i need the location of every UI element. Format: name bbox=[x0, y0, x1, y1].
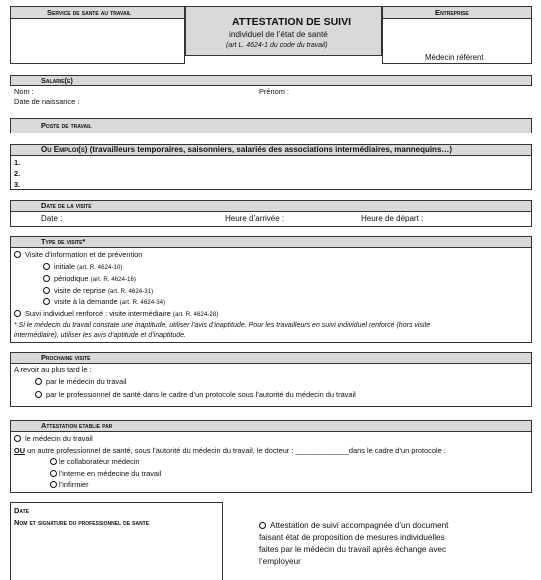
prochaine-professionnel-option[interactable] bbox=[35, 391, 356, 398]
poste-box bbox=[10, 118, 532, 133]
emplois-heading-rest: (travailleurs temporaires, saisonniers, salariés des associations intermédiaires, mannequins…) bbox=[89, 145, 453, 154]
visite-initiale-option[interactable] bbox=[43, 263, 122, 271]
suivi-ref: (art. R. 4624-28) bbox=[172, 311, 219, 318]
visite-information-option[interactable] bbox=[14, 251, 142, 258]
radio-icon[interactable] bbox=[14, 310, 21, 317]
suivi-label: Suivi individuel renforcé : visite intermédiaire bbox=[25, 309, 171, 318]
option-label: le médecin du travail bbox=[25, 434, 93, 443]
radio-icon[interactable] bbox=[43, 275, 50, 282]
salarie-header bbox=[10, 75, 532, 86]
option-ref: (art. R. 4624-34) bbox=[119, 299, 166, 306]
suivi-renforce-option[interactable] bbox=[14, 310, 218, 318]
option-label: périodique bbox=[54, 274, 89, 283]
signature-box[interactable] bbox=[10, 502, 223, 580]
emplois-heading-prefix: Ou Emploi(s) bbox=[41, 145, 88, 154]
law-reference: (art L. 4624-1 du code du travail) bbox=[226, 42, 328, 49]
prochaine-medecin-option[interactable] bbox=[35, 378, 127, 385]
heure-arrivee-label[interactable]: Heure d’arrivée : bbox=[225, 214, 285, 223]
emploi-item[interactable]: 2. bbox=[14, 169, 21, 178]
ou-label: OU bbox=[14, 446, 26, 455]
option-ref: (art. R. 4624-10) bbox=[77, 264, 123, 271]
radio-icon[interactable] bbox=[259, 522, 266, 529]
document-line: faisant état de proposition de mesures individuelles bbox=[259, 533, 445, 542]
radio-icon[interactable] bbox=[50, 470, 57, 477]
radio-icon[interactable] bbox=[43, 287, 50, 294]
service-box bbox=[10, 6, 185, 64]
radio-icon[interactable] bbox=[14, 251, 21, 258]
visite-heading: Date de la visite bbox=[41, 201, 92, 210]
signature-nom-label: Nom et signature du professionnel de sante bbox=[14, 518, 150, 527]
type-visite-heading: Type de visite* bbox=[41, 237, 86, 246]
option-ref: (art. R. 4624-31) bbox=[107, 288, 154, 295]
document-option[interactable] bbox=[259, 520, 448, 568]
page-title: ATTESTATION DE SUIVI bbox=[232, 16, 352, 28]
option-label: l’interne en médecine du travail bbox=[59, 469, 162, 478]
prochaine-heading: Prochaine visite bbox=[41, 353, 91, 362]
signature-date-label: Date bbox=[14, 506, 29, 515]
entreprise-box bbox=[382, 6, 532, 64]
attestation-medecin-option[interactable] bbox=[14, 435, 93, 442]
document-line: l’employeur bbox=[259, 557, 301, 566]
medecin-referent-label: Médecin référent bbox=[425, 53, 484, 62]
prenom-label[interactable]: Prénom : bbox=[259, 87, 289, 96]
nom-label[interactable]: Nom : bbox=[14, 87, 34, 96]
document-line bbox=[259, 520, 448, 532]
radio-icon[interactable] bbox=[35, 378, 42, 385]
radio-icon[interactable] bbox=[14, 435, 21, 442]
visite-reprise-option[interactable] bbox=[43, 287, 153, 295]
title-box bbox=[185, 6, 382, 56]
interne-option[interactable] bbox=[50, 470, 161, 477]
emplois-heading bbox=[41, 146, 452, 154]
visite-periodique-option[interactable] bbox=[43, 275, 136, 283]
entreprise-label: Entreprise bbox=[435, 8, 469, 17]
poste-heading: Poste de travail bbox=[41, 121, 92, 130]
emploi-item[interactable]: 1. bbox=[14, 158, 21, 167]
radio-icon[interactable] bbox=[50, 481, 57, 488]
attestation-heading: Attestation etablie par bbox=[41, 421, 113, 430]
inaptitude-note-cont: intermédiaire), utiliser les avis d’aptitude et d’inaptitude. bbox=[14, 332, 186, 339]
page-subtitle: individuel de l’état de santé bbox=[229, 30, 328, 39]
naissance-label[interactable]: Date de naissance : bbox=[14, 97, 80, 106]
radio-icon[interactable] bbox=[43, 263, 50, 270]
type-visite-header bbox=[11, 237, 531, 248]
emploi-item[interactable]: 3. bbox=[14, 180, 21, 189]
salarie-heading: Salarie(e) bbox=[41, 76, 73, 85]
document-text: Attestation de suivi accompagnée d’un document bbox=[270, 521, 449, 530]
visite-demande-option[interactable] bbox=[43, 298, 165, 306]
visite-box bbox=[10, 200, 532, 227]
option-ref: (art. R. 4624-16) bbox=[90, 276, 136, 283]
option-label: initiale bbox=[54, 262, 75, 271]
document-line: faites par le médecin du travail après échange avec bbox=[259, 545, 447, 554]
option-label: le collaborateur médecin bbox=[59, 457, 140, 466]
service-label: Service de sante au travail bbox=[47, 8, 132, 17]
heure-depart-label[interactable]: Heure de départ : bbox=[361, 214, 424, 223]
collaborateur-option[interactable] bbox=[50, 458, 140, 465]
option-label: l’infirmier bbox=[59, 480, 89, 489]
revoir-label: A revoir au plus tard le : bbox=[14, 365, 92, 374]
visite-date-label[interactable]: Date : bbox=[41, 214, 63, 223]
infirmier-option[interactable] bbox=[50, 481, 89, 488]
radio-icon[interactable] bbox=[43, 298, 50, 305]
emplois-box bbox=[10, 144, 532, 190]
option-label: visite à la demande bbox=[54, 297, 118, 306]
radio-icon[interactable] bbox=[35, 391, 42, 398]
autre-label[interactable]: un autre professionnel de santé, sous l’autorité du médecin du travail, le docteur : _____________dans le cadre d’un protocole : bbox=[27, 446, 446, 455]
option-label: par le professionnel de santé dans le cadre d’un protocole sous l’autorité du médecin du travail bbox=[46, 390, 356, 399]
radio-icon[interactable] bbox=[50, 458, 57, 465]
visite-information-label: Visite d’information et de prévention bbox=[25, 250, 143, 259]
option-label: par le médecin du travail bbox=[46, 377, 127, 386]
option-label: visite de reprise bbox=[54, 286, 106, 295]
attestation-autre-line bbox=[14, 447, 446, 454]
inaptitude-note: * Si le médecin du travail constate une inaptitude, utiliser l’avis d’inaptitude. Pour les travailleurs en suivi individuel renforcé (hors visite bbox=[14, 322, 431, 329]
